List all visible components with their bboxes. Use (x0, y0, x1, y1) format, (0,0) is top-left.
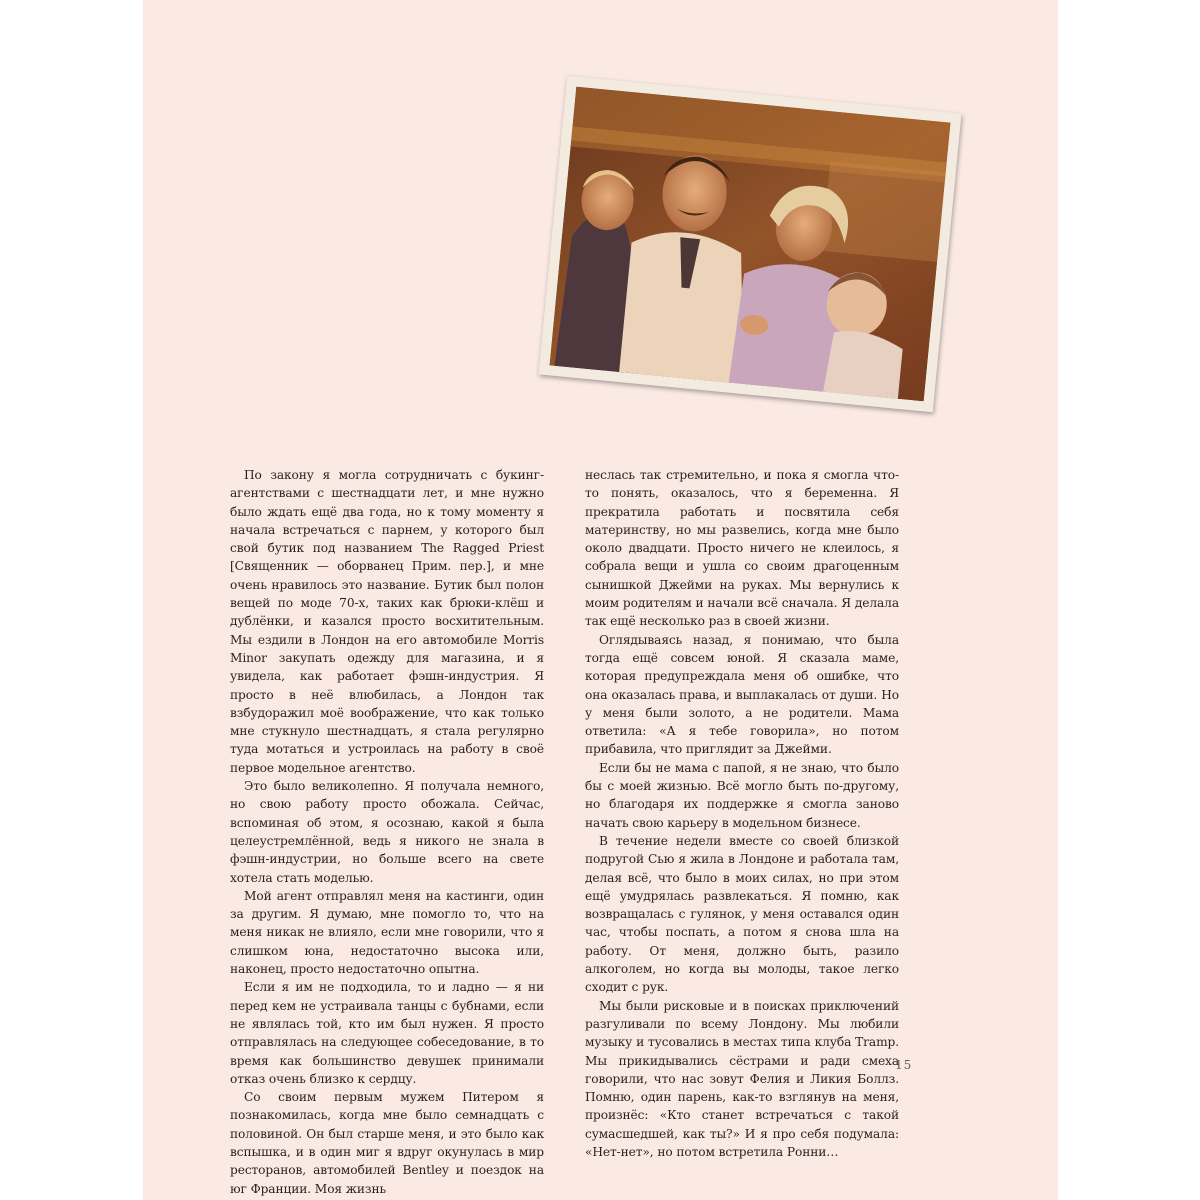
paragraph: Если бы не мама с папой, я не знаю, что было бы с моей жизнью. Всё могло быть по-другому, но благодаря их поддержке я смогла заново начать свою карьеру в модельном бизнесе. (585, 760, 899, 830)
paragraph: Оглядываясь назад, я понимаю, что была тогда ещё совсем юной. Я сказала маме, которая предупреждала меня об ошибке, что она оказалась права, и выплакалась от души. Но у меня были золото, а не родители. Мама ответила: «А я тебе говорила», но потом прибавила, что приглядит за Джейми. (585, 632, 899, 757)
paragraph: неслась так стремительно, и пока я смогла что-то понять, оказалось, что я беременна. Я прекратила работать и посвятила себя материнству, но мы развелись, когда мне было около двадцати. Просто ничего не клеилось, я собрала вещи и ушла со своим драгоценным сынишкой Джейми на руках. Мы вернулись к моим родителям и начали всё сначала. Я делала так ещё несколько раз в своей жизни. (585, 468, 899, 629)
paragraph: Это было великолепно. Я получала немного, но свою работу просто обожала. Сейчас, вспоминая об этом, я осознаю, какой я была целеустремлённой, ведь я никого не знала в фэшн-индустрии, но больше всего на свете хотела стать моделью. (230, 779, 544, 885)
paragraph: По закону я могла сотрудничать с букинг-агентствами с шестнадцати лет, и мне нужно было ждать ещё два года, но к тому моменту я начала встречаться с парнем, у которого был свой бутик под названием The Ragged Priest [Священник — оборванец Прим. пер.], и мне очень нравилось это название. Бутик был полон вещей по моде 70-х, таких как брюки-клёш и дублёнки, и казался просто восхитительным. Мы ездили в Лондон на его автомобиле Morris Minor закупать одежду для магазина, и я увидела, как работает фэшн-индустрия. Я просто в неё влюбилась, а Лондон так взбудоражил моё воображение, что как только мне стукнуло шестнадцать, я стала регулярно туда мотаться и устроилась на работу в своё первое модельное агентство. (230, 468, 544, 775)
family-photo (539, 76, 962, 413)
page-number: 15 (895, 1058, 913, 1072)
paragraph: Мы были рисковые и в поисках приключений разгуливали по всему Лондону. Мы любили музыку и тусовались в местах типа клуба Tramp. Мы прикидывались сёстрами и ради смеха говорили, что нас зовут Фелия и Ликия Боллз. Помню, один парень, как-то взглянув на меня, произнёс: «Кто станет встречаться с такой сумасшедшей, как ты?» И я про себя подумала: «Нет-нет», но потом встретила Ронни… (585, 998, 899, 1159)
family-photo-icon (549, 87, 950, 402)
paragraph: Если я им не подходила, то и ладно — я ни перед кем не устраивала танцы с бубнами, если не являлась той, кто им был нужен. Я просто отправлялась на следующее собеседование, в то время как большинство девушек принимали отказ очень близко к сердцу. (230, 980, 544, 1086)
paragraph: В течение недели вместе со своей близкой подругой Сью я жила в Лондоне и работала там, делая всё, что было в моих силах, но при этом ещё умудрялась развлекаться. Я помню, как возвращалась с гулянок, у меня оставался один час, чтобы поспать, а потом я снова шла на работу. От меня, должно быть, разило алкоголем, но когда вы молоды, такое легко сходит с рук. (585, 833, 899, 995)
paragraph: Со своим первым мужем Питером я познакомилась, когда мне было семнадцать с половиной. Он был старше меня, и это было как вспышка, и в один миг я вдруг окунулась в мир ресторанов, автомобилей Bentley и поездок на юг Франции. Моя жизнь (230, 1090, 544, 1196)
paragraph: Мой агент отправлял меня на кастинги, один за другим. Я думаю, мне помогло то, что на меня никак не влияло, если мне говорили, что я слишком юна, недостаточно высока или, наконец, просто недостаточно опытна. (230, 888, 544, 977)
text-column-left (230, 466, 544, 1198)
text-column-right (585, 466, 899, 1161)
